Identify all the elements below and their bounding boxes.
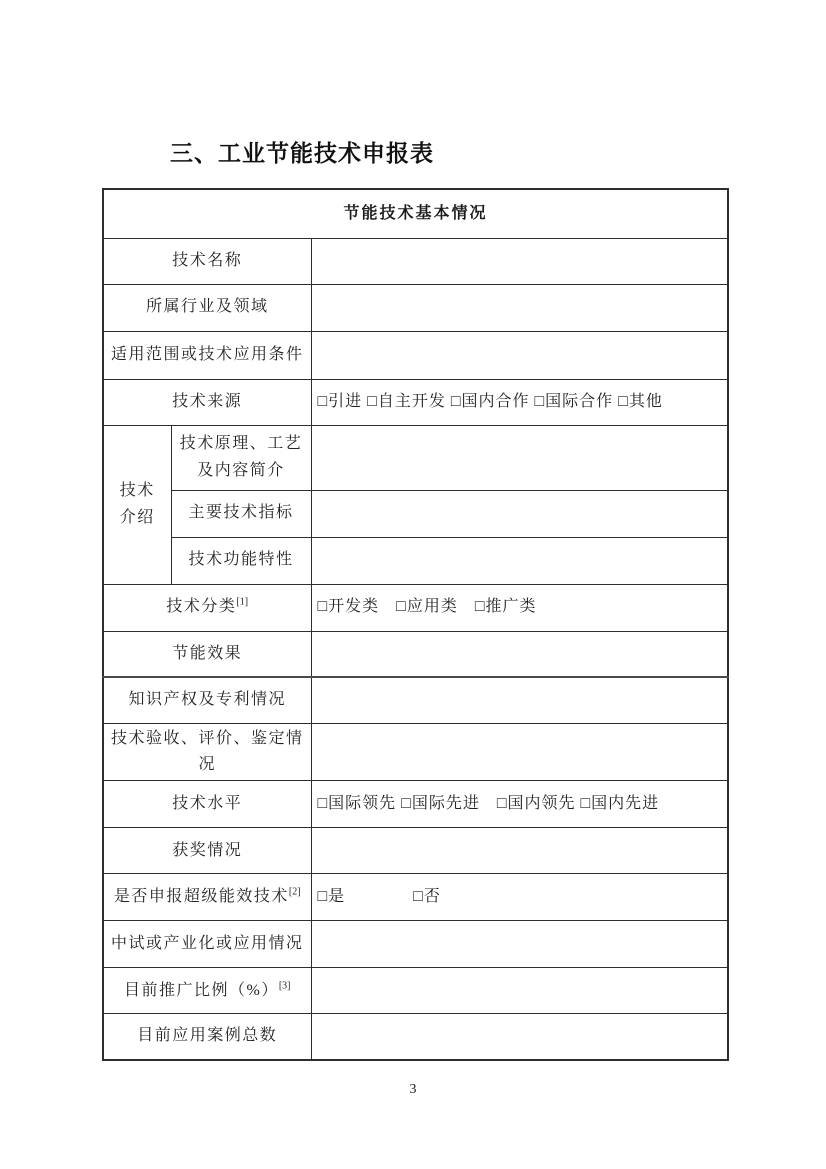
tech-level-label: 技术水平 [103,781,311,828]
footnote-ref-1: [1] [236,596,249,608]
table-row-industry [103,284,728,331]
tech-name-field[interactable] [311,238,728,284]
page-number: 3 [409,1082,417,1097]
footnote-ref-2: [2] [288,886,301,898]
intro-group-label: 技术 介绍 [103,425,171,584]
table-row-header [103,189,728,238]
principle-field[interactable] [311,425,728,490]
industry-field[interactable] [311,284,728,331]
case-total-label: 目前应用案例总数 [103,1014,311,1060]
table-row-acceptance [103,723,728,781]
super-efficiency-checkbox-options[interactable]: □是 □否 [311,874,728,921]
features-field[interactable] [311,537,728,584]
saving-effect-field[interactable] [311,631,728,677]
source-checkbox-options[interactable]: □引进 □自主开发 □国内合作 □国际合作 □其他 [311,379,728,425]
table-row-principle [103,425,728,490]
table-row-source [103,379,728,425]
indicators-field[interactable] [311,490,728,537]
case-total-field[interactable] [311,1014,728,1060]
table-row-tech-name [103,238,728,284]
table-row-super-efficiency [103,874,728,921]
scope-label: 适用范围或技术应用条件 [103,331,311,379]
pilot-application-field[interactable] [311,921,728,968]
acceptance-label: 技术验收、评价、鉴定情况 [103,723,311,781]
section-title: 三、工业节能技术申报表 [170,140,434,166]
table-row-features [103,537,728,584]
ip-patent-field[interactable] [311,677,728,723]
awards-label: 获奖情况 [103,828,311,874]
principle-label: 技术原理、工艺及内容简介 [171,425,311,490]
promotion-ratio-field[interactable] [311,968,728,1014]
tech-name-label: 技术名称 [103,238,311,284]
table-row-promotion-ratio [103,968,728,1014]
table-row-indicators [103,490,728,537]
table-row-saving-effect [103,631,728,677]
saving-effect-label: 节能效果 [103,631,311,677]
category-label: 技术分类[1] [103,584,311,631]
industry-label: 所属行业及领域 [103,284,311,331]
source-label: 技术来源 [103,379,311,425]
indicators-label: 主要技术指标 [171,490,311,537]
promotion-ratio-label: 目前推广比例（%）[3] [103,968,311,1014]
table-row-ip-patent [103,677,728,723]
table-row-category [103,584,728,631]
table-title: 节能技术基本情况 [103,189,728,238]
super-efficiency-label: 是否申报超级能效技术[2] [103,874,311,921]
ip-patent-label: 知识产权及专利情况 [103,677,311,723]
category-checkbox-options[interactable]: □开发类 □应用类 □推广类 [311,584,728,631]
tech-level-checkbox-options[interactable]: □国际领先 □国际先进 □国内领先 □国内先进 [311,781,728,828]
pilot-application-label: 中试或产业化或应用情况 [103,921,311,968]
awards-field[interactable] [311,828,728,874]
table-row-case-total [103,1014,728,1060]
table-row-pilot-application [103,921,728,968]
features-label: 技术功能特性 [171,537,311,584]
table-row-awards [103,828,728,874]
scope-field[interactable] [311,331,728,379]
energy-tech-form-table [102,188,729,1061]
acceptance-field[interactable] [311,723,728,781]
table-row-tech-level [103,781,728,828]
footnote-ref-3: [3] [278,980,291,992]
table-row-scope [103,331,728,379]
